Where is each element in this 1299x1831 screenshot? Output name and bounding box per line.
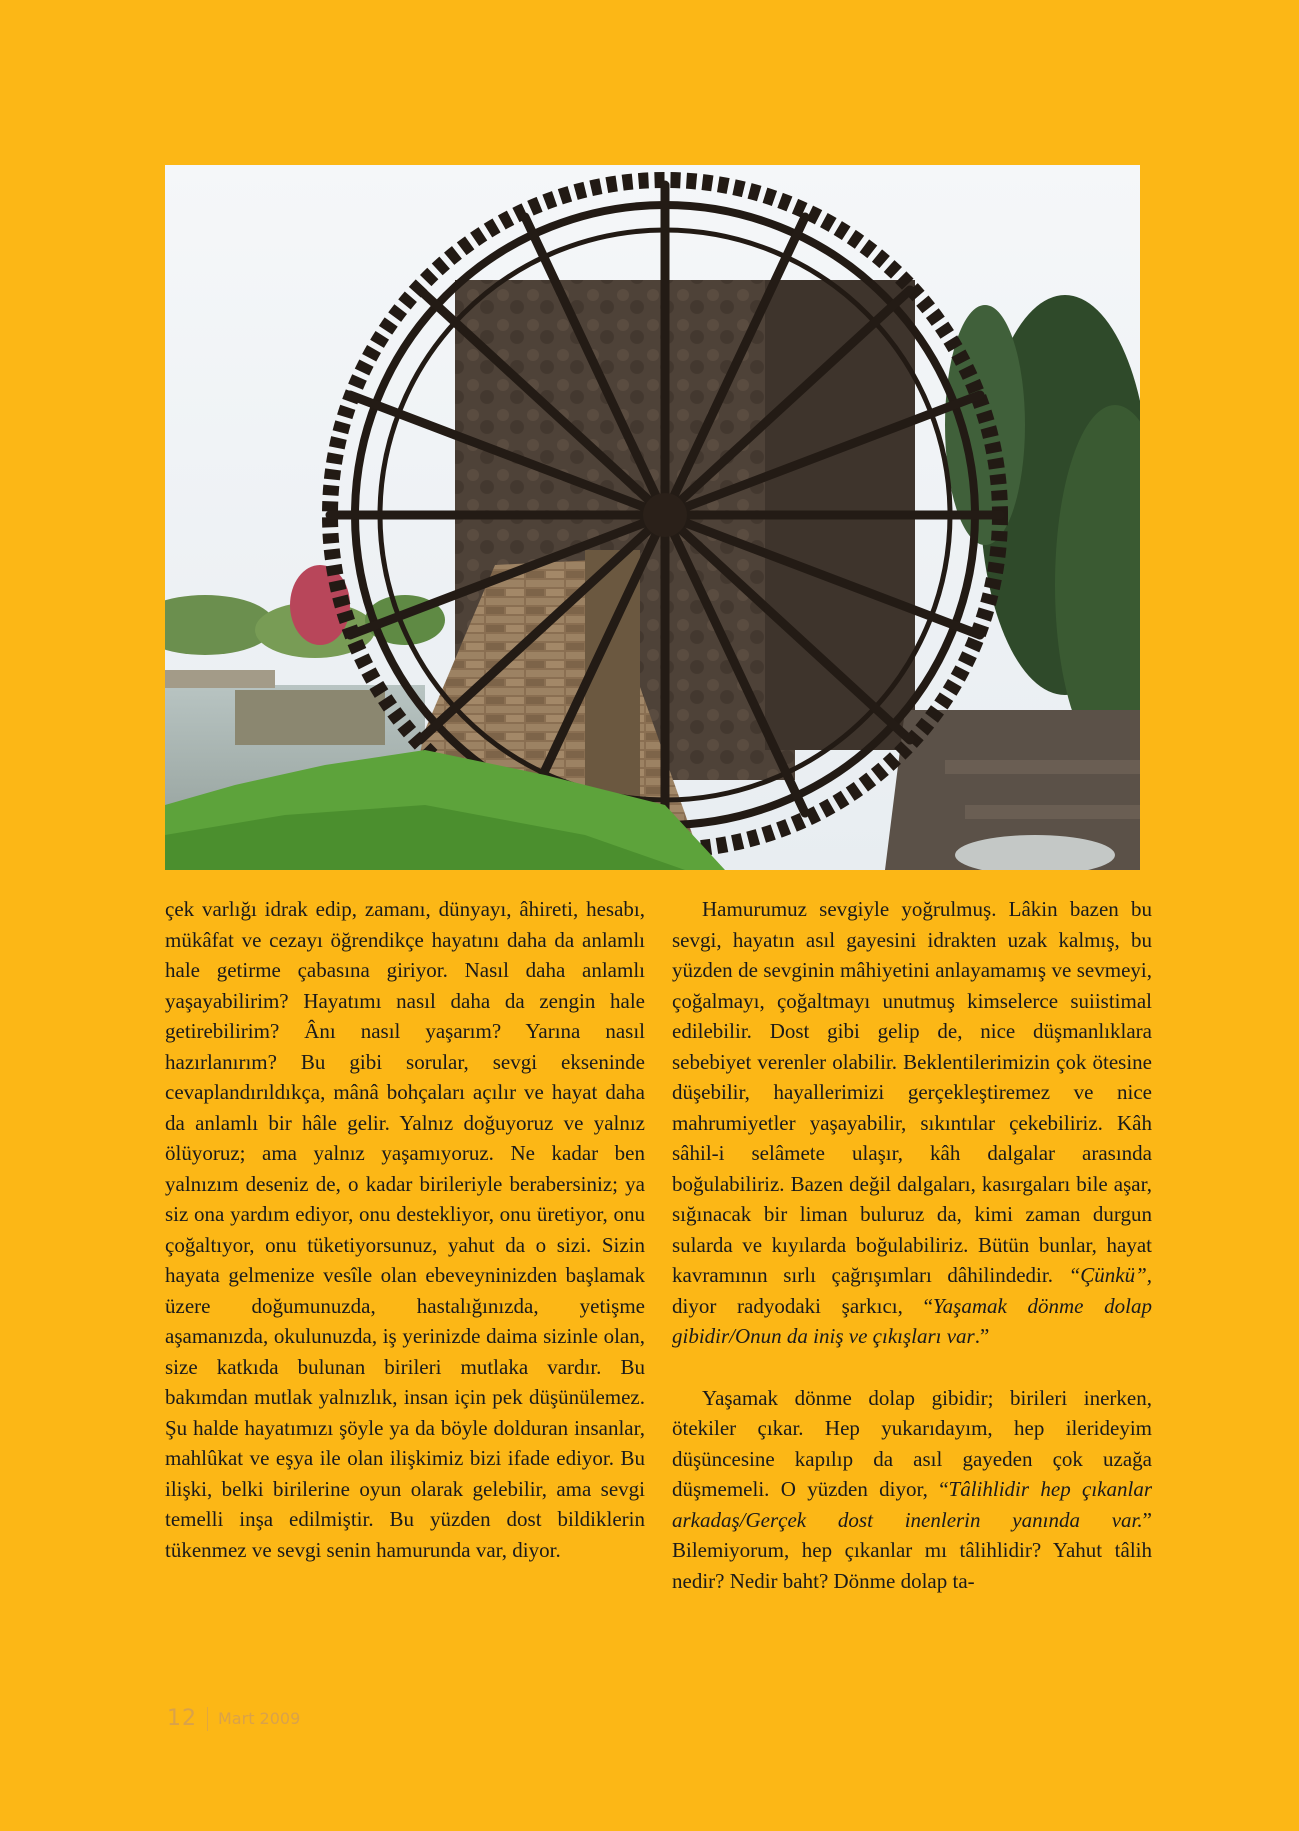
body-paragraph: [672, 1383, 1152, 1597]
quote-intro: diyor radyodaki şarkıcı, “: [672, 1293, 933, 1318]
page-footer: [167, 1706, 300, 1731]
left-column: [165, 894, 645, 1565]
right-column: [672, 894, 1152, 1596]
body-paragraph: [672, 894, 1152, 1352]
paragraph-text-after: ” Bilemiyorum, hep çıkanlar mı tâlihlidir? Yahut tâlih nedir? Nedir baht? Dönme dolap ta-: [672, 1507, 1152, 1593]
paragraph-text: Yaşamak dönme dolap gibidir; birileri inerken, ötekiler çıkar. Hep yukarıdayım, hep ilerideyim düşüncesine kapılıp da asıl gayeden çok uzağa düşmemeli. O yüzden diyor, “: [672, 1385, 1152, 1501]
page-number: 12: [167, 1706, 197, 1731]
paragraph-text: Hamurumuz sevgiyle yoğrulmuş. Lâkin bazen bu sevgi, hayatın asıl gayesini idrakten uzak kalmış, bu yüzden de sevginin mâhiyetini anlayamamış ve sevmeyi, çoğalmayı, çoğaltmayı unutmuş kimselerce suiistimal edilebilir. Dost gibi gelip de, nice düşmanlıklara sebebiyet verenler olabilir. Beklentilerimizin çok ötesine düşebilir, hayallerimizi gerçekleştiremez ve nice mahrumiyetler yaşayabilir, sıkıntılar çekebiliriz. Kâh sâhil-i selâmete ulaşır, kâh dalgalar arasında boğulabiliriz. Bazen değil dalgaları, kasırgaları bile aşar, sığınacak bir liman buluruz da, kimi zaman durgun sularda ve kıyılarda boğulabiliriz. Bütün bunlar, hayat kavramının sırlı çağrışımları dâhilindedir.: [672, 897, 1152, 1287]
song-lyric: Yaşamak dönme dolap gibidir/Onun da iniş ve çıkışları var: [672, 1293, 1153, 1348]
body-paragraph: çek varlığı idrak edip, zamanı, dünyayı, âhireti, hesabı, mükâfat ve cezayı öğrendikçe hayatını daha da anlamlı hale getirme çabasına giriyor. Nasıl daha anlamlı yaşayabilirim? Hayatımı nasıl daha da zengin hale getirebilirim? Ânı nasıl yaşarım? Yarına nasıl hazırlanırım? Bu gibi sorular, sevgi ekseninde cevaplandırıldıkça, mânâ bohçaları açılır ve hayat daha da anlamlı bir hâle gelir. Yalnız doğuyoruz ve yalnız ölüyoruz; ama yalnız yaşamıyoruz. Ne kadar ben yalnızım deseniz de, o kadar birileriyle berabersiniz; ya siz ona yardım ediyor, onu destekliyor, onu üretiyor, onu çoğaltıyor, onu tüketiyorsunuz, yahut da o sizi. Sizin hayata gelmenize vesîle olan ebeveyninizden başlamak üzere doğumunuzda, hastalığınızda, yetişme aşamanızda, okulunuzda, iş yerinizde daima sizinle olan, size katkıda bulunan birileri mutlaka vardır. Bu bakımdan mutlak yalnızlık, insan için pek düşünülemez. Şu halde hayatımızı şöyle ya da böyle dolduran insanlar, mahlûkat ve eşya ile olan ilişkimiz bizi ifade ediyor. Bu ilişki, belki birilerine oyun olarak gelebilir, ama sevgi temelli inşa edilmiştir. Bu yüzden dost bildiklerin tükenmez ve sevgi senin hamurunda var, diyor.: [165, 897, 645, 1562]
song-lyric: Tâlihlidir hep çıkanlar arkadaş/Gerçek dost inenlerin yanında var.: [672, 1477, 1152, 1532]
issue-date: Mart 2009: [218, 1709, 301, 1728]
quote-word: “Çünkü”,: [1068, 1263, 1152, 1287]
water-wheel-photo: [165, 165, 1140, 870]
water-wheel-illustration: [165, 165, 1140, 870]
footer-divider: [207, 1707, 208, 1731]
quote-end: .”: [974, 1324, 990, 1348]
